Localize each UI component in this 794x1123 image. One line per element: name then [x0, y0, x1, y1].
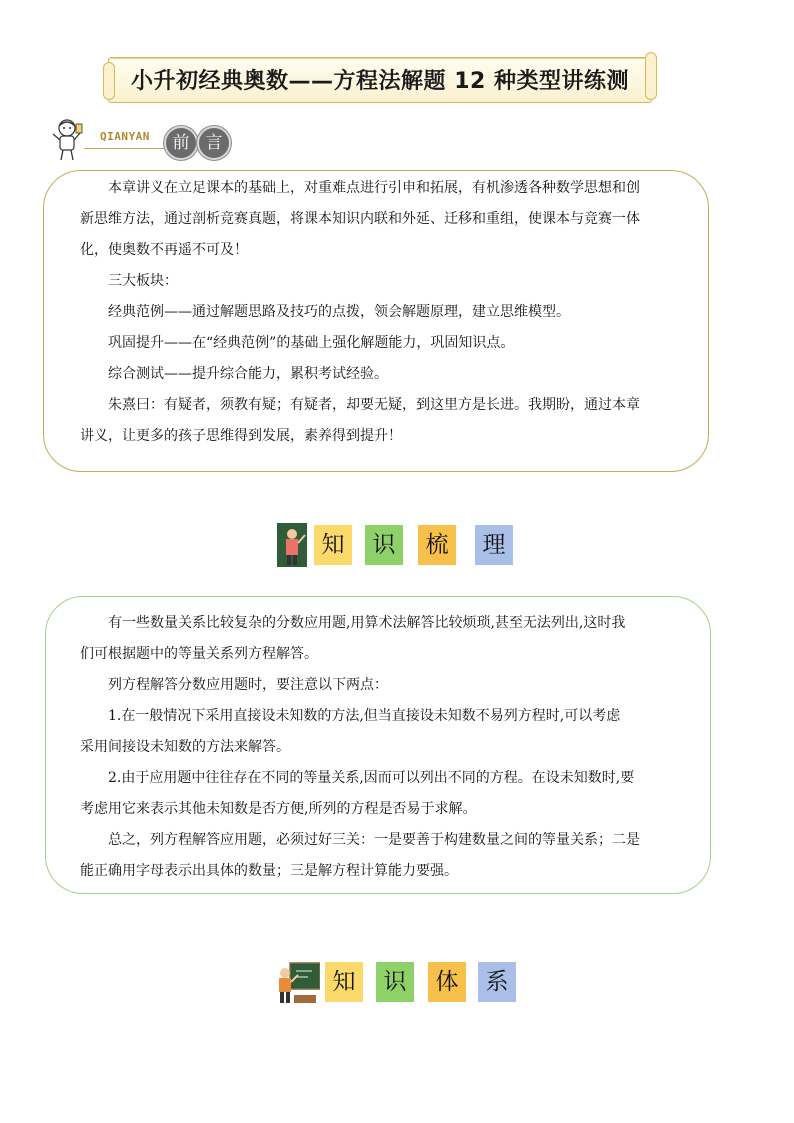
section2-char-4: 系 — [478, 962, 516, 1002]
section1-line-3: 列方程解答分数应用题时，要注意以下两点： — [108, 677, 388, 693]
teacher-icon — [277, 523, 307, 567]
preface-tag: QIANYAN — [100, 130, 150, 143]
preface-line-3: 化，使奥数不再遥不可及！ — [80, 242, 248, 258]
section1-line-8: 总之，列方程解答应用题，必须过好三关：一是要善于构建数量之间的等量关系；二是 — [108, 832, 640, 848]
preface-frame — [43, 170, 709, 472]
preface-char-1: 前 — [164, 126, 198, 160]
section1-line-1: 有一些数量关系比较复杂的分数应用题,用算术法解答比较烦琐,甚至无法列出,这时我 — [108, 615, 626, 631]
preface-line-2: 新思维方法，通过剖析竞赛真题，将课本知识内联和外延、迁移和重组，使课本与竞赛一体 — [80, 211, 640, 227]
section1-frame — [45, 596, 711, 894]
section1-char-1: 知 — [314, 525, 352, 565]
preface-line-9: 讲义，让更多的孩子思维得到发展，素养得到提升！ — [80, 428, 402, 444]
teacher-board-icon — [276, 961, 320, 1005]
preface-char-2: 言 — [197, 126, 231, 160]
section1-line-2: 们可根据题中的等量关系列方程解答。 — [80, 646, 318, 662]
section1-line-7: 考虑用它来表示其他未知数是否方便,所列的方程是否易于求解。 — [80, 801, 477, 817]
section2-char-2: 识 — [376, 962, 414, 1002]
section2-char-1: 知 — [325, 962, 363, 1002]
preface-line-6: 巩固提升——在“经典范例”的基础上强化解题能力，巩固知识点。 — [108, 335, 515, 351]
section1-line-5: 采用间接设未知数的方法来解答。 — [80, 739, 290, 755]
section1-line-6: 2.由于应用题中往往存在不同的等量关系,因而可以列出不同的方程。在设未知数时,要 — [108, 770, 635, 786]
title-banner — [108, 57, 652, 103]
page-title: 小升初经典奥数——方程法解题 12 种类型讲练测 — [131, 69, 629, 94]
student-icon — [50, 118, 84, 162]
section1-line-4: 1.在一般情况下采用直接设未知数的方法,但当直接设未知数不易列方程时,可以考虑 — [108, 708, 621, 724]
section1-char-3: 梳 — [418, 525, 456, 565]
preface-line-7: 综合测试——提升综合能力，累积考试经验。 — [108, 366, 388, 382]
section1-char-2: 识 — [365, 525, 403, 565]
section1-line-9: 能正确用字母表示出具体的数量；三是解方程计算能力要强。 — [80, 863, 458, 879]
preface-line-5: 经典范例——通过解题思路及技巧的点拨，领会解题原理，建立思维模型。 — [108, 304, 570, 320]
preface-line-8: 朱熹曰：有疑者，须教有疑；有疑者，却要无疑，到这里方是长进。我期盼，通过本章 — [108, 397, 640, 413]
section2-char-3: 体 — [428, 962, 466, 1002]
section1-char-4: 理 — [475, 525, 513, 565]
preface-line-4: 三大板块： — [108, 273, 178, 289]
preface-underline — [84, 148, 170, 149]
preface-line-1: 本章讲义在立足课本的基础上，对重难点进行引申和拓展，有机渗透各种数学思想和创 — [108, 180, 640, 196]
